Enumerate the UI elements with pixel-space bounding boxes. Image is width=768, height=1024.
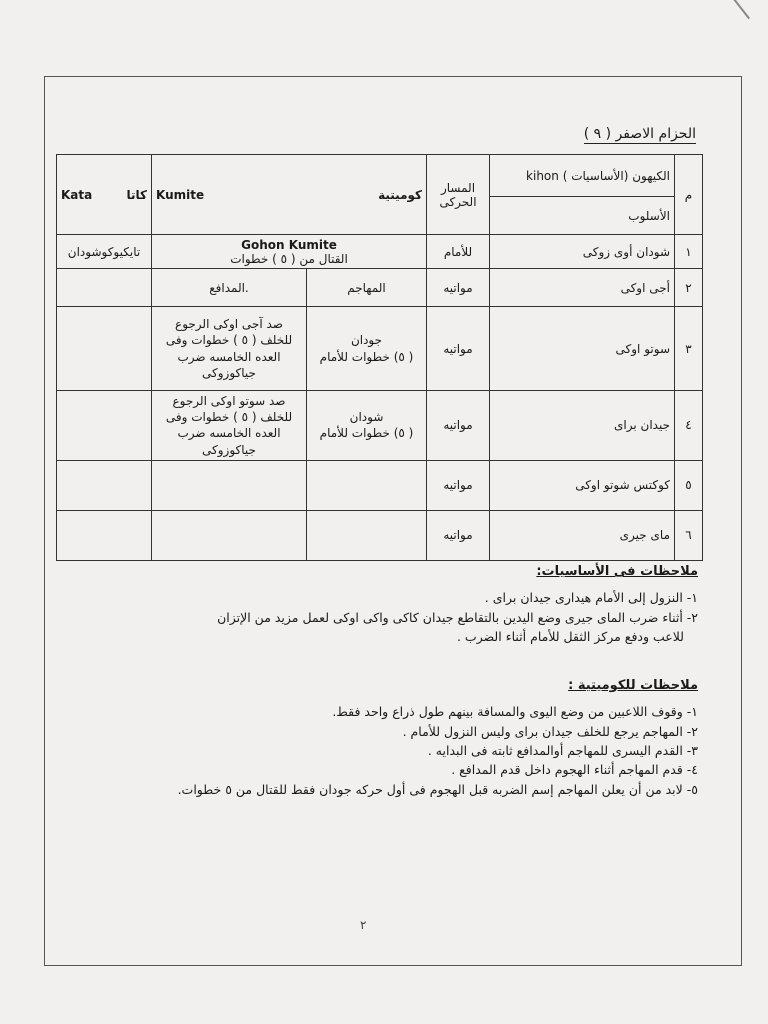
kata-empty-cell	[57, 269, 152, 307]
attacker-cell	[307, 391, 427, 461]
notes-basics-heading: ملاحظات فى الأساسيات:	[536, 564, 698, 579]
header-kata-ar: كاتا	[126, 187, 147, 202]
notes-kumite-heading: ملاحظات للكوميتية :	[568, 678, 698, 693]
page-title: الحزام الاصفر ( ٩ )	[583, 126, 696, 142]
defender-empty-cell	[152, 510, 307, 560]
notes-kumite-item: ٣- القدم اليسرى للمهاجم أوالمدافع ثابته فى البدايه .	[427, 742, 698, 758]
header-kumite-ar: كوميتية	[378, 187, 422, 202]
defender-cell	[152, 307, 307, 391]
header-kihon: الكيهون (الأساسيات ) kihon	[490, 155, 675, 197]
kata-value: تايكيوكوشودان	[57, 235, 152, 269]
header-kumite-en: Kumite	[156, 187, 205, 202]
page-fold-mark	[705, 0, 750, 19]
header-num: م	[675, 155, 703, 235]
defender-label: .المدافع	[152, 269, 307, 307]
curriculum-table	[56, 154, 703, 561]
row-num: ٤	[675, 391, 703, 461]
row-path: مواتيه	[427, 269, 490, 307]
row-path: مواتيه	[427, 460, 490, 510]
kata-empty-cell	[57, 307, 152, 391]
attacker-empty-cell	[307, 510, 427, 560]
defender-empty-cell	[152, 460, 307, 510]
defender-cell	[152, 391, 307, 461]
header-kumite	[152, 155, 427, 235]
attacker-text: جودان ( ٥) خطوات للأمام	[319, 333, 414, 364]
attacker-text: شودان ( ٥) خطوات للأمام	[319, 410, 414, 441]
notes-basics-item: ٢- أثناء ضرب الماى جيرى وضع اليدين بالتقاطع جيدان كاكى واكى اوكى لعمل مزيد من الإتزان	[217, 609, 698, 625]
notes-kumite-item: ١- وقوف اللاعبين من وضع اليوى والمسافة بينهم طول ذراع واحد فقط.	[332, 704, 698, 720]
row-kihon: أجى اوكى	[490, 269, 675, 307]
notes-basics-item: للاعب ودفع مركز الثقل للأمام أثناء الضرب .	[456, 628, 684, 644]
defender-text: صد سوتو اوكى الرجوع للخلف ( ٥ ) خطوات وفى العده الخامسه ضرب جياكوزوكى	[165, 394, 293, 457]
row-num: ٢	[675, 269, 703, 307]
kata-empty-cell	[57, 460, 152, 510]
gohon-subtitle: القتال من ( ٥ ) خطوات	[230, 251, 348, 266]
header-path: المسار الحركى	[427, 155, 490, 235]
notes-kumite-item: ٢- المهاجم يرجع للخلف جيدان براى وليس النزول للأمام .	[402, 723, 698, 739]
row-num: ٣	[675, 307, 703, 391]
row-path: مواتيه	[427, 391, 490, 461]
row-kihon: سوتو اوكى	[490, 307, 675, 391]
attacker-empty-cell	[307, 460, 427, 510]
row-path: مواتيه	[427, 510, 490, 560]
row-path: للأمام	[427, 235, 490, 269]
row-kihon: ماى جيرى	[490, 510, 675, 560]
attacker-cell	[307, 307, 427, 391]
page-number: ٢	[360, 918, 367, 932]
notes-kumite-item: ٤- قدم المهاجم أثناء الهجوم داخل قدم المدافع .	[451, 762, 698, 778]
row-kihon: كوكتس شوتو اوكى	[490, 460, 675, 510]
gohon-title: Gohon Kumite	[241, 237, 337, 252]
notes-kumite-section	[58, 676, 698, 799]
header-kata	[57, 155, 152, 235]
notes-basics-item: ١- النزول إلى الأمام هيدارى جيدان براى .	[484, 590, 698, 606]
header-style: الأسلوب	[490, 197, 675, 235]
row-path: مواتيه	[427, 307, 490, 391]
notes-kumite-item: ٥- لابد من أن يعلن المهاجم إسم الضربه قبل الهجوم فى أول حركه جودان فقط للقتال من ٥ خطوات.	[177, 781, 698, 797]
notes-basics-section	[58, 562, 698, 646]
row-num: ٦	[675, 510, 703, 560]
kata-empty-cell	[57, 510, 152, 560]
row-num: ٥	[675, 460, 703, 510]
row-kihon: جيدان براى	[490, 391, 675, 461]
gohon-kumite-cell	[152, 235, 427, 269]
kata-empty-cell	[57, 391, 152, 461]
row-kihon: شودان أوى زوكى	[490, 235, 675, 269]
row-num: ١	[675, 235, 703, 269]
attacker-label: المهاجم	[307, 269, 427, 307]
header-kata-en: Kata	[61, 187, 93, 202]
defender-text: صد آجى اوكى الرجوع للخلف ( ٥ ) خطوات وفى العده الخامسه ضرب جياكوزوكى	[165, 317, 293, 380]
